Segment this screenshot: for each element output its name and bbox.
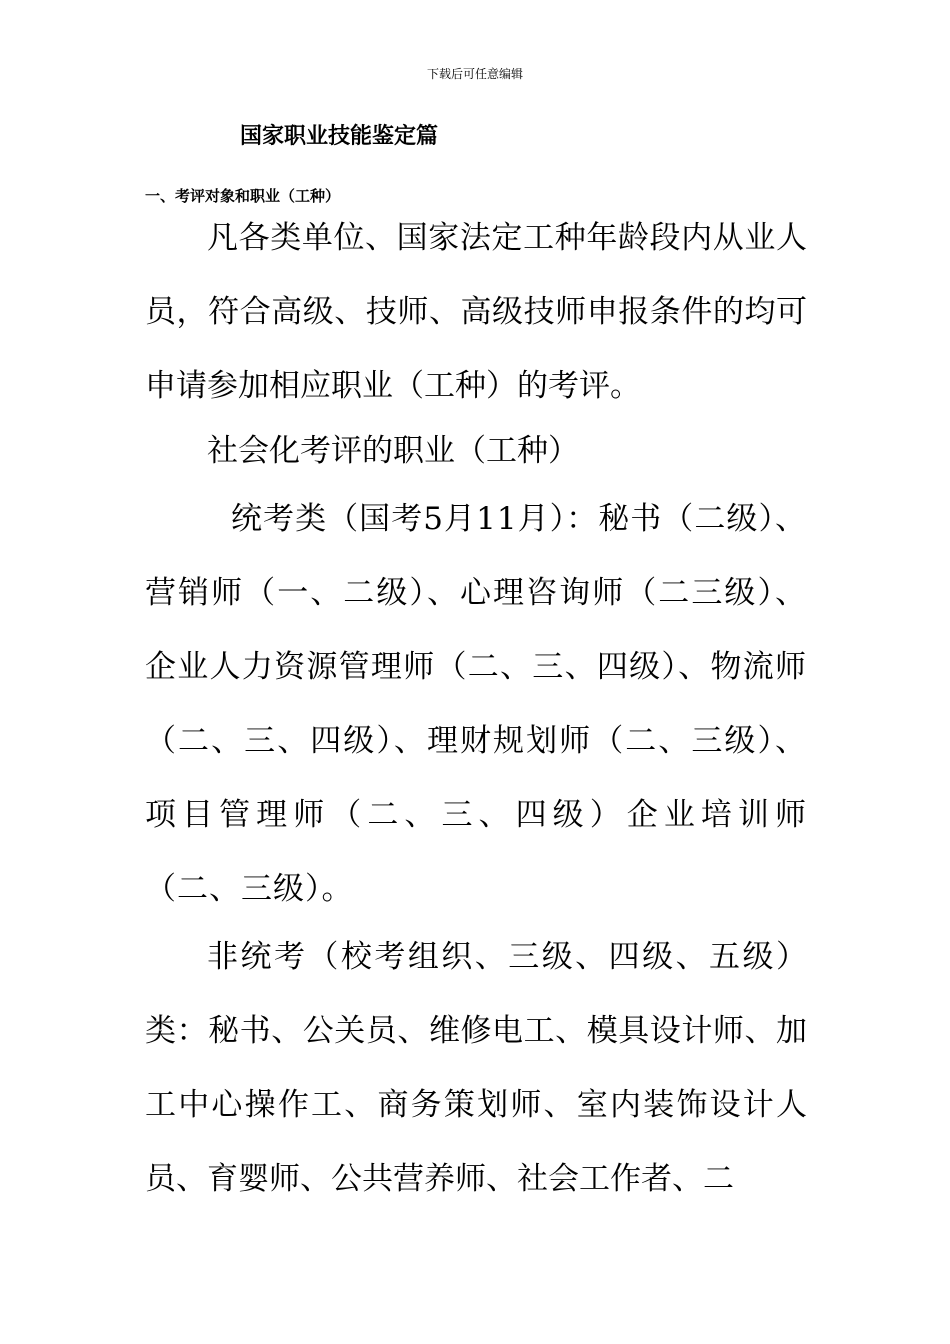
paragraph-eligibility: 凡各类单位、国家法定工种年龄段内从业人员，符合高级、技师、高级技师申报条件的均可申请参加相应职业（工种）的考评。 <box>145 220 807 404</box>
paragraph-subheading: 社会化考评的职业（工种） <box>207 433 579 469</box>
section-heading: 一、考评对象和职业（工种） <box>145 187 341 205</box>
paragraph-unified-exam: 统考类（国考5月11月）：秘书（二级）、营销师（一、二级）、心理咨询师（二三级）、企业人力资源管理师（二、三、四级）、物流师（二、三、四级）、理财规划师（二、三级）、项目管理师（二、三、四级）企业培训师（二、三级）。 <box>145 501 807 907</box>
paragraph-non-unified-exam: 非统考（校考组织、三级、四级、五级）类：秘书、公关员、维修电工、模具设计师、加工中心操作工、商务策划师、室内装饰设计人员、育婴师、公共营养师、社会工作者、二 <box>145 939 807 1197</box>
header-note: 下载后可任意编辑 <box>426 67 523 81</box>
document-title: 国家职业技能鉴定篇 <box>240 124 439 149</box>
